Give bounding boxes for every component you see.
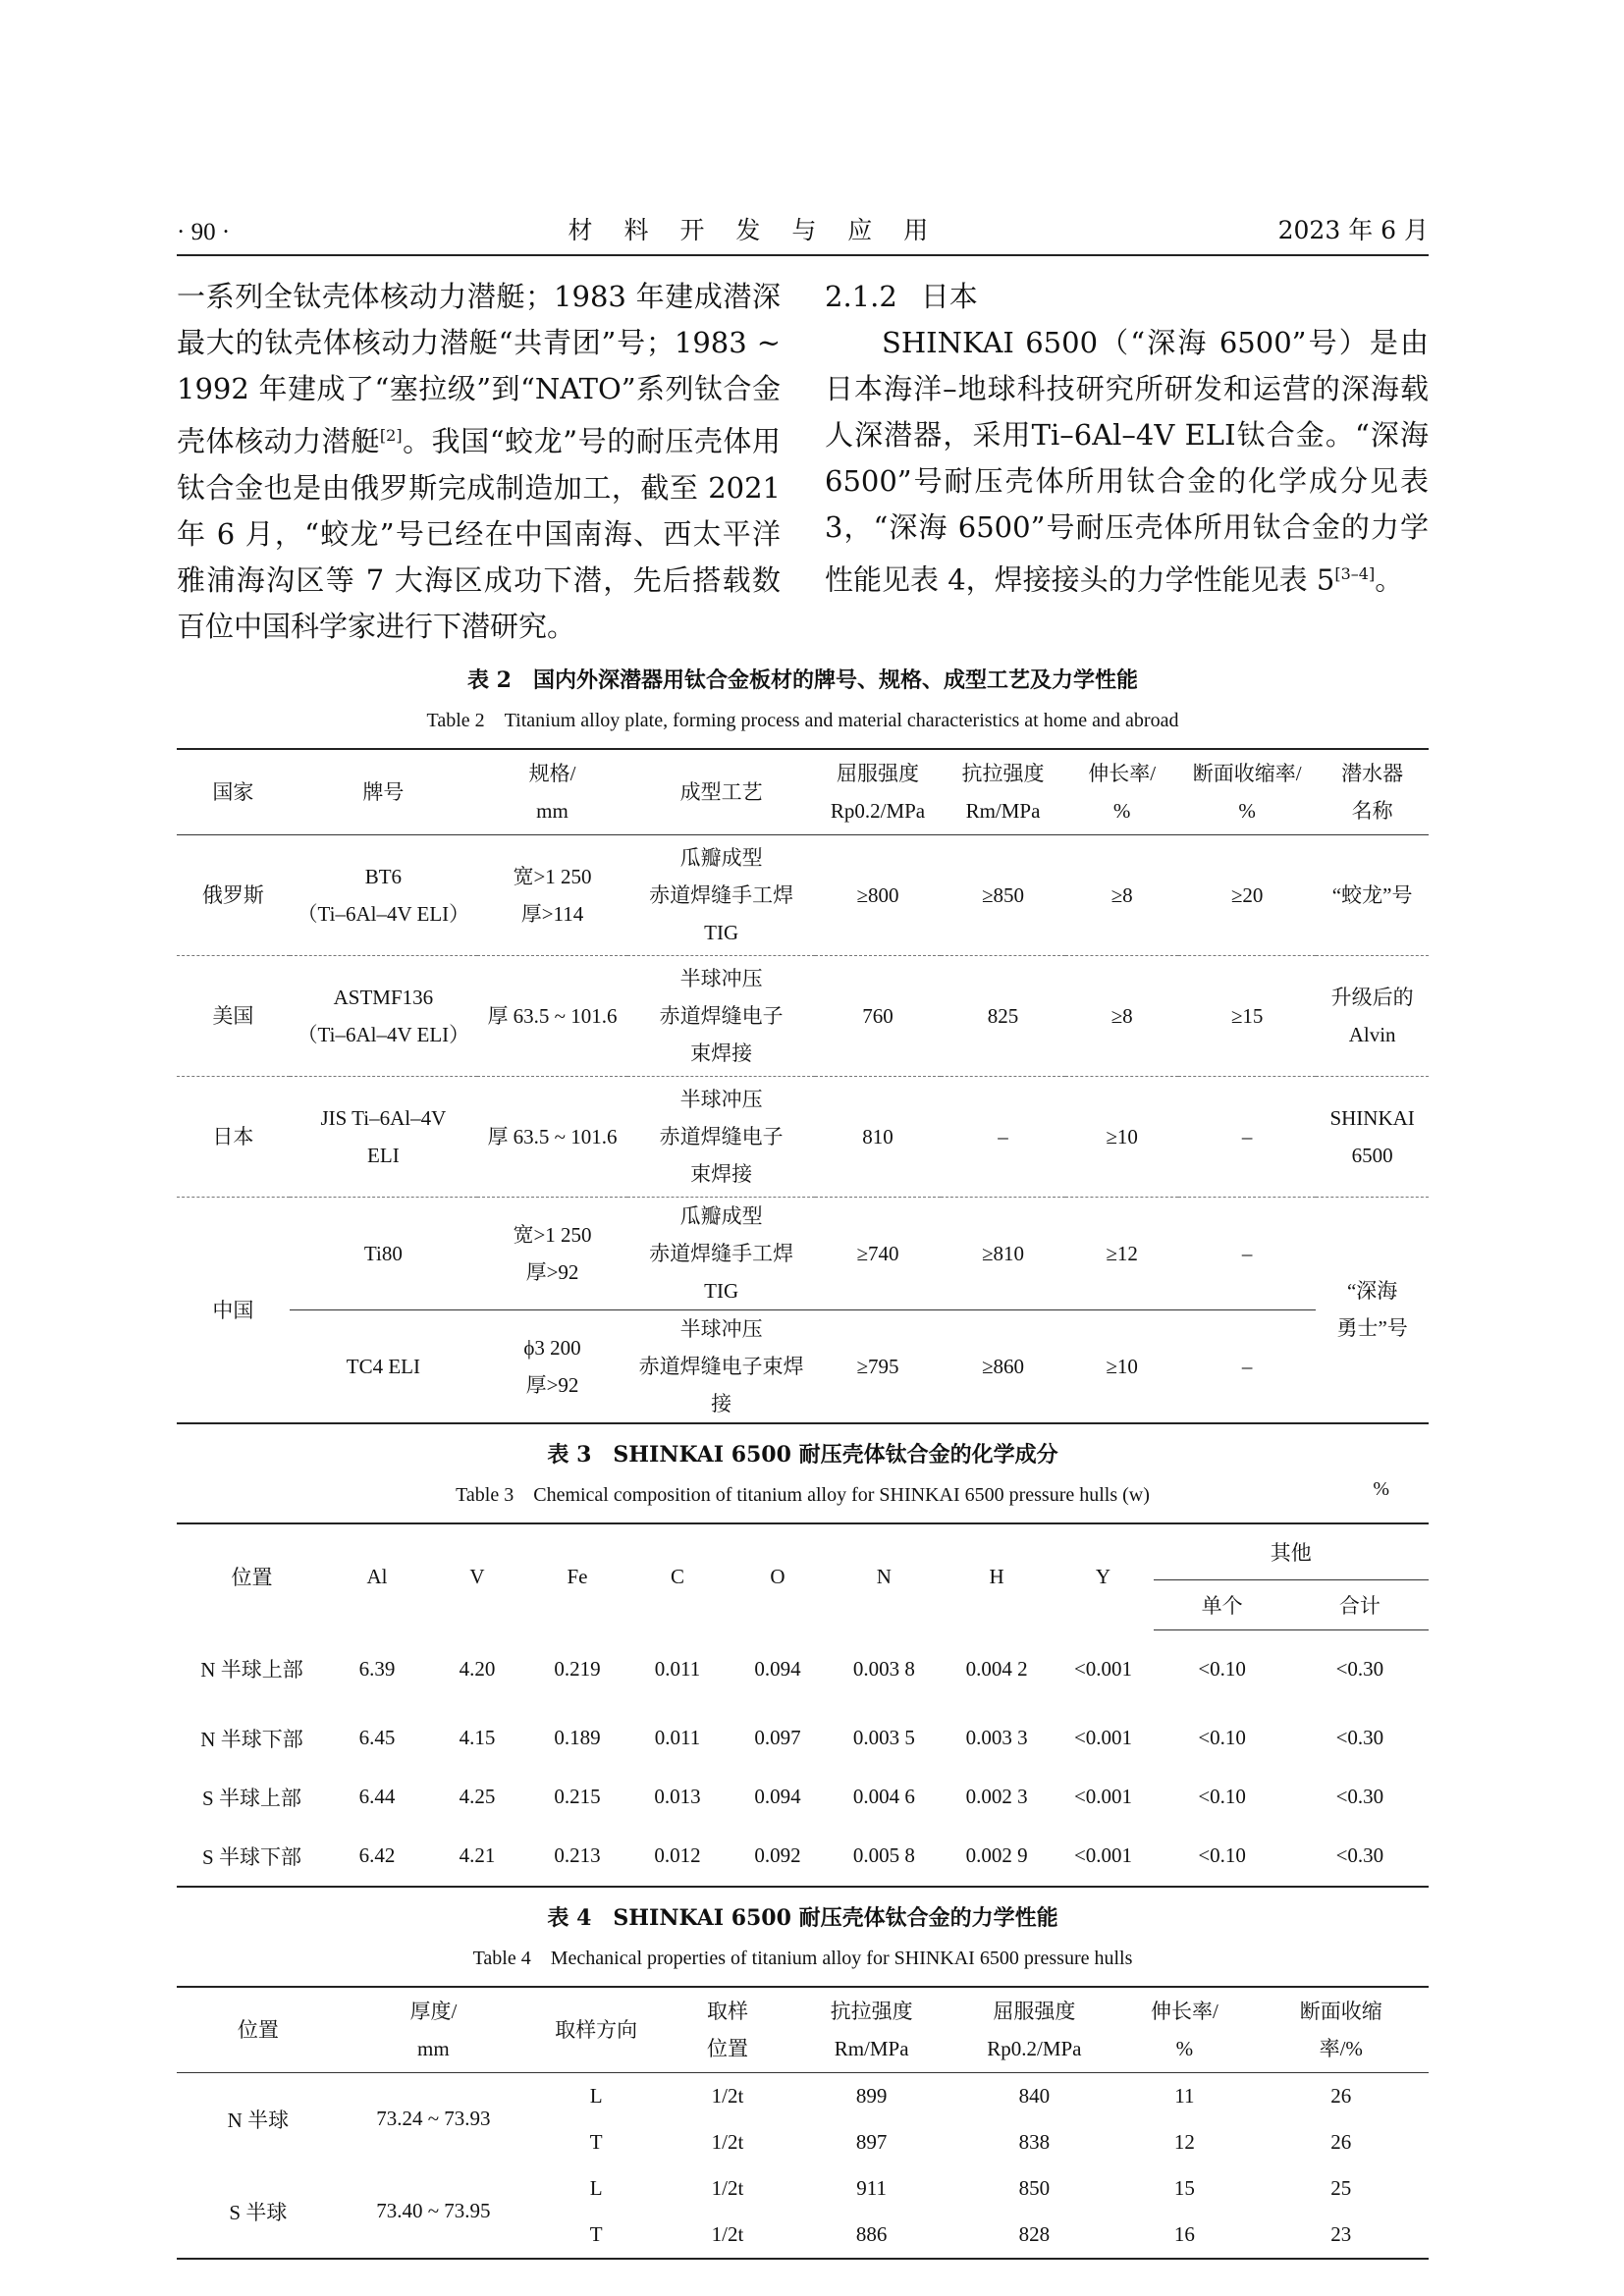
table2-cell-yield: ≥740 [815, 1197, 941, 1309]
section-heading [825, 274, 1429, 320]
table2-caption-cn: 表 2 国内外深潜器用钛合金板材的牌号、规格、成型工艺及力学性能 [467, 667, 1138, 693]
table2-cell-vessel: SHINKAI 6500 [1316, 1076, 1429, 1197]
table3-cell: N 半球上部 [200, 1658, 303, 1682]
table4-cell-position: S 半球 [229, 2200, 288, 2224]
table4-cell: L [589, 2083, 603, 2108]
table3-header-cell: Fe [567, 1564, 588, 1588]
table3-cell: <0.001 [1073, 1843, 1133, 1868]
table2-cell-process: 半球冲压 赤道焊缝电子 束焊接 [627, 1076, 815, 1197]
table2-cell-country: 中国 [177, 1197, 290, 1423]
issue-date: 2023 年 6 月 [1277, 216, 1429, 244]
table2-cell-process: 半球冲压 赤道焊缝电子束焊接 [627, 1309, 815, 1423]
table3-cell: 0.013 [654, 1785, 701, 1809]
table2-cell-reduction: ≥15 [1178, 955, 1316, 1076]
table3-cell: 6.42 [358, 1843, 396, 1868]
table2-cell-grade: JIS Ti–6Al–4V ELI [290, 1076, 477, 1197]
table2-header-country: 国家 [177, 749, 290, 835]
running-header [177, 211, 1429, 256]
table2-cell-grade: ASTMF136 （Ti–6Al–4V ELI） [290, 955, 477, 1076]
table2-header-tensile: 抗拉强度 Rm/MPa [941, 749, 1066, 835]
table2-header-row [177, 749, 1429, 835]
citation: [3–4] [1334, 564, 1376, 583]
table2-cell-tensile: 825 [941, 955, 1066, 1076]
table2-cell-country: 俄罗斯 [201, 882, 264, 907]
table3-cell: 0.092 [754, 1843, 801, 1868]
table3-caption-cn: 表 3 SHINKAI 6500 耐压壳体钛合金的化学成分 [547, 1441, 1058, 1468]
table2-cell-country: 美国 [177, 955, 290, 1076]
table2-cell-yield: 760 [815, 955, 941, 1076]
table3-cell: <0.001 [1073, 1726, 1133, 1750]
table3-cell: <0.001 [1073, 1656, 1133, 1681]
table2-header-grade: 牌号 [290, 749, 477, 835]
table2-cell-yield: 810 [815, 1076, 941, 1197]
journal-title: 材 料 开 发 与 应 用 [568, 216, 941, 244]
table4-cell: 1/2t [711, 2221, 744, 2246]
table4-cell: 1/2t [711, 2175, 744, 2200]
table3-cell: 0.002 3 [965, 1785, 1028, 1809]
table3-header-cell: Y [1095, 1564, 1111, 1588]
table3-row [177, 1629, 1429, 1709]
table2-cell-spec: 宽>1 250 厚>92 [477, 1197, 627, 1309]
table2-row [177, 834, 1429, 955]
page-number: · 90 · [177, 219, 231, 245]
table3-cell: 0.003 3 [965, 1726, 1028, 1750]
table4-header-cell: 厚度/ mm [340, 1987, 527, 2073]
table4-header-cell: 取样 位置 [665, 1987, 790, 2073]
table4-header-cell: 断面收缩 率/% [1254, 1987, 1430, 2073]
table4-header-cell: 伸长率/ % [1115, 1987, 1253, 2073]
body-paragraph [177, 274, 781, 650]
table2-row-china [177, 1309, 1429, 1423]
table2-row-china [177, 1197, 1429, 1309]
table3-cell: <0.30 [1335, 1843, 1384, 1868]
table3-row [177, 1827, 1429, 1887]
table3-cell: 6.45 [358, 1726, 396, 1750]
table2-cell-process: 瓜瓣成型 赤道焊缝手工焊 TIG [627, 1197, 815, 1309]
table3-header-other: 其他 [1154, 1523, 1430, 1580]
table3-header-sub: 合计 [1291, 1579, 1429, 1629]
table4-cell: 1/2t [711, 2083, 744, 2108]
table3-header-row [177, 1523, 1429, 1580]
table4-caption-en: Table 4 Mechanical properties of titanium alloy for SHINKAI 6500 pressure hulls [472, 1947, 1133, 1969]
table4 [177, 1986, 1429, 2260]
body-paragraph [825, 320, 1429, 604]
table4-cell: 11 [1174, 2083, 1195, 2108]
table4-header-row [177, 1987, 1429, 2073]
table3-cell: 0.012 [654, 1843, 701, 1868]
table4-cell: 838 [1018, 2129, 1051, 2154]
table4-cell: L [589, 2175, 603, 2200]
page [177, 211, 1429, 2260]
table3-cell: N 半球下部 [200, 1727, 303, 1751]
table4-cell: 886 [855, 2221, 888, 2246]
table3-row [177, 1709, 1429, 1768]
table3-cell: 0.004 2 [965, 1656, 1028, 1681]
table2-cell-grade: BT6 （Ti–6Al–4V ELI） [297, 864, 470, 926]
table3-cell: 0.004 6 [852, 1785, 915, 1809]
table3-cell: <0.10 [1198, 1726, 1246, 1750]
table2-caption-en: Table 2 Titanium alloy plate, forming process and material characteristics at home and abroad [426, 709, 1179, 731]
table3-cell: <0.30 [1335, 1657, 1384, 1682]
table3-cell: <0.10 [1198, 1843, 1246, 1868]
table3-cell: 6.39 [358, 1656, 396, 1681]
table2-cell-vessel: “深海 勇士”号 [1316, 1197, 1429, 1423]
table3-caption-en-row [177, 1478, 1429, 1507]
table4-cell: 828 [1018, 2221, 1051, 2246]
table2-header-elong: 伸长率/ % [1065, 749, 1178, 835]
table2-cell-grade: Ti80 [290, 1197, 477, 1309]
table2-cell-tensile: ≥810 [941, 1197, 1066, 1309]
table3-cell: 0.094 [754, 1785, 801, 1809]
table2-cell-tensile: ≥860 [941, 1309, 1066, 1423]
table4-cell: T [589, 2221, 603, 2246]
table4-header-cell: 取样方向 [527, 1987, 665, 2073]
table3-header-cell: V [469, 1564, 485, 1588]
table4-cell-position: N 半球 [227, 2108, 290, 2132]
table2-cell-vessel: 升级后的 Alvin [1316, 955, 1429, 1076]
table4-cell: 911 [856, 2175, 887, 2200]
table3-unit: % [1373, 1477, 1389, 1500]
table3-caption-en: Table 3 Chemical composition of titanium alloy for SHINKAI 6500 pressure hulls (w) [456, 1483, 1150, 1506]
table2-cell-spec: 厚 63.5 ~ 101.6 [477, 955, 627, 1076]
left-column [177, 274, 781, 650]
table4-cell: 26 [1330, 2083, 1352, 2108]
table4-cell: 16 [1173, 2221, 1195, 2246]
table2-cell-process: 半球冲压 赤道焊缝电子 束焊接 [627, 955, 815, 1076]
table4-cell-thickness: 73.40 ~ 73.95 [376, 2199, 491, 2223]
table2-header-spec: 规格/ mm [477, 749, 627, 835]
table3-cell: 0.011 [654, 1656, 701, 1681]
right-column [825, 274, 1429, 650]
table4-cell: 1/2t [711, 2129, 744, 2154]
table2-header-process: 成型工艺 [627, 749, 815, 835]
table2-cell-reduction: – [1178, 1197, 1316, 1309]
table2-header-reduction: 断面收缩率/ % [1178, 749, 1316, 835]
table3-cell: 4.15 [459, 1726, 496, 1750]
citation: [2] [379, 426, 403, 445]
table4-cell: 23 [1330, 2221, 1352, 2246]
table4-cell: 899 [855, 2083, 888, 2108]
table3-cell: 0.097 [754, 1726, 801, 1750]
table3-cell: S 半球上部 [202, 1786, 301, 1810]
table3-row [177, 1768, 1429, 1827]
table4-cell: 25 [1330, 2175, 1352, 2200]
table2-cell-reduction: – [1178, 1076, 1316, 1197]
table4-row [177, 2072, 1429, 2119]
table2-cell-yield: ≥800 [856, 882, 899, 907]
table2-cell-grade: TC4 ELI [290, 1309, 477, 1423]
table3 [177, 1522, 1429, 1888]
table3-cell: 0.005 8 [852, 1843, 915, 1868]
table3-header-cell: C [670, 1564, 684, 1588]
table3-cell: 4.20 [459, 1656, 496, 1681]
table2-cell-vessel: “蛟龙”号 [1331, 882, 1413, 907]
table4-header-cell: 抗拉强度 Rm/MPa [790, 1987, 953, 2073]
table4-cell: 12 [1173, 2129, 1195, 2154]
table3-header-sub: 单个 [1154, 1579, 1291, 1629]
table3-cell: 0.215 [554, 1785, 601, 1809]
paragraph-text-cont: 。我国“蛟龙”号的耐压壳体用钛合金也是由俄罗斯完成制造加工，截至 2021 年 6 月，“蛟龙”号已经在中国南海、西太平洋雅浦海沟区等 7 大海区成功下潜，先后搭载数百位中国科学家进行下潜研究。 [177, 424, 781, 643]
table2-cell-country: 日本 [177, 1076, 290, 1197]
table4-caption-cn: 表 4 SHINKAI 6500 耐压壳体钛合金的力学性能 [547, 1904, 1058, 1931]
table3-cell: 0.219 [554, 1656, 601, 1681]
two-column-body [177, 274, 1429, 650]
table3-header-cell: O [770, 1564, 785, 1588]
section-number: 2.1.2 [825, 280, 897, 313]
table2-row [177, 1076, 1429, 1197]
table2-cell-elong: ≥10 [1065, 1309, 1178, 1423]
table2-cell-elong: ≥8 [1110, 882, 1133, 907]
paragraph-text: 一系列全钛壳体核动力潜艇；1983 年建成潜深最大的钛壳体核动力潜艇“共青团”号；1983 ~ 1992 年建成了“塞拉级”到“NATO”系列钛合金壳体核动力潜艇 [177, 280, 781, 458]
table2-cell-elong: ≥8 [1065, 955, 1178, 1076]
table3-cell: 0.003 8 [852, 1656, 915, 1681]
table4-cell: 26 [1330, 2129, 1352, 2154]
section-title: 日本 [920, 280, 978, 313]
table3-cell: 0.189 [554, 1726, 601, 1750]
table4-cell: 850 [1018, 2175, 1051, 2200]
table3-cell: 0.094 [754, 1656, 801, 1681]
table4-cell: 15 [1173, 2175, 1195, 2200]
table2-header-yield: 屈服强度 Rp0.2/MPa [815, 749, 941, 835]
table4-cell: T [589, 2129, 603, 2154]
table3-cell: 4.21 [459, 1843, 496, 1868]
table3-cell: 0.213 [554, 1843, 601, 1868]
table2-cell-spec: 厚 63.5 ~ 101.6 [477, 1076, 627, 1197]
table4-header-cell: 屈服强度 Rp0.2/MPa [953, 1987, 1116, 2073]
table2-cell-tensile: – [941, 1076, 1066, 1197]
table2-cell-process: 瓜瓣成型 赤道焊缝手工焊 TIG [649, 845, 794, 944]
table3-cell: <0.30 [1335, 1785, 1384, 1809]
table2-header-vessel: 潜水器 名称 [1316, 749, 1429, 835]
table2-cell-elong: ≥12 [1065, 1197, 1178, 1309]
table3-cell: <0.10 [1198, 1657, 1246, 1682]
table3-cell: 0.011 [654, 1726, 701, 1750]
table3-header-cell: N [876, 1564, 892, 1588]
table2-cell-tensile: ≥850 [981, 882, 1025, 907]
paragraph-text: SHINKAI 6500（“深海 6500”号）是由日本海洋–地球科技研究所研发和运营的深海载人深潜器，采用Ti–6Al–4V ELI钛合金。“深海 6500”号耐压壳体所用钛合金的化学成分见表 3，“深海 6500”号耐压壳体所用钛合金的力学性能见表 4，焊接接头的力学性能见表 5 [825, 326, 1429, 597]
table4-cell: 840 [1018, 2083, 1051, 2108]
table3-cell: S 半球下部 [202, 1844, 301, 1869]
table2-cell-yield: ≥795 [815, 1309, 941, 1423]
table3-cell: <0.10 [1198, 1785, 1246, 1809]
table3-cell: 0.003 5 [852, 1726, 915, 1750]
table3-header-cell: H [989, 1564, 1004, 1588]
table3-cell: <0.30 [1335, 1726, 1384, 1750]
table3-cell: 6.44 [358, 1785, 396, 1809]
table3-header-cell: 位置 [231, 1566, 273, 1590]
table3-cell: <0.001 [1073, 1785, 1133, 1809]
table3-header-cell: Al [366, 1564, 388, 1588]
table2-cell-elong: ≥10 [1065, 1076, 1178, 1197]
table4-cell: 897 [855, 2129, 888, 2154]
table2-cell-reduction: ≥20 [1230, 882, 1264, 907]
table2-row [177, 955, 1429, 1076]
table3-cell: 4.25 [459, 1785, 496, 1809]
table2-cell-reduction: – [1178, 1309, 1316, 1423]
table3-cell: 0.002 9 [965, 1843, 1028, 1868]
table2-cell-spec: 宽>1 250 厚>114 [513, 864, 592, 926]
table2-cell-spec: ϕ3 200 厚>92 [477, 1309, 627, 1423]
table4-row [177, 2165, 1429, 2212]
table4-header-cell: 位置 [177, 1987, 340, 2073]
table2 [177, 748, 1429, 1424]
paragraph-end: 。 [1375, 562, 1404, 597]
table4-cell-thickness: 73.24 ~ 73.93 [376, 2107, 491, 2131]
